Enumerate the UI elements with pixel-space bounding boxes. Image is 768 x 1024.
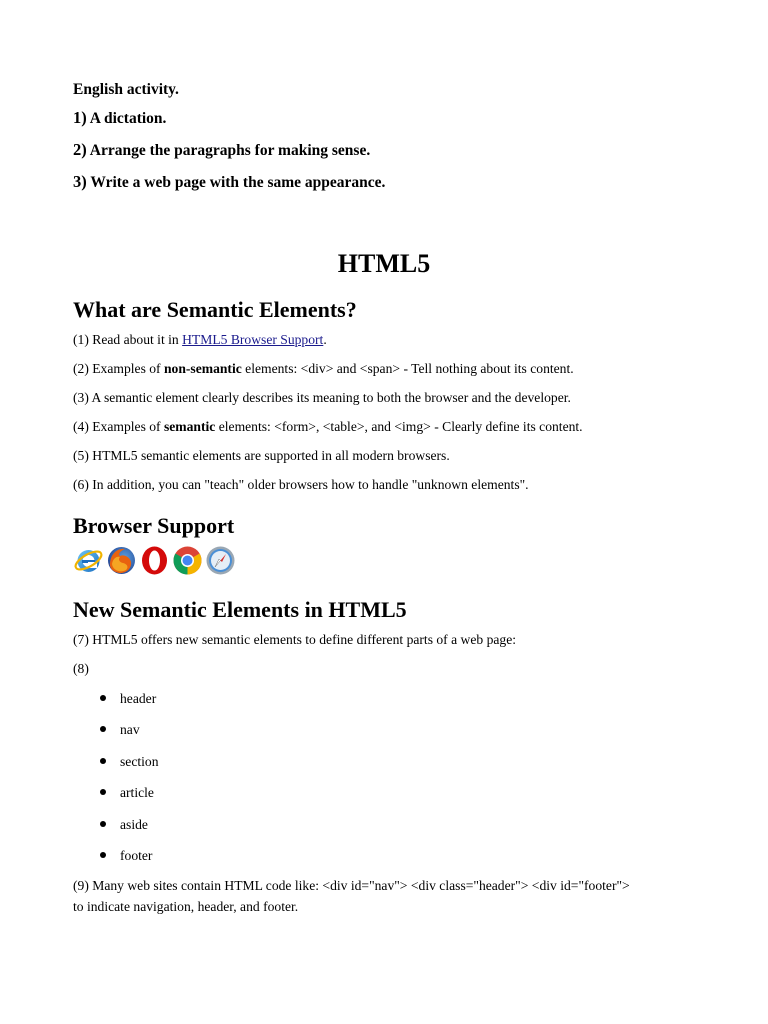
- list-item: [100, 714, 695, 745]
- semantic-elements-section: [73, 296, 695, 499]
- list-item-label: article: [120, 785, 154, 801]
- activity-item-number: 1): [73, 108, 87, 127]
- document-page: [73, 78, 693, 915]
- bullet-icon: [100, 758, 106, 764]
- activity-item-text: Arrange the paragraphs for making sense.: [89, 142, 371, 159]
- browser-support-link[interactable]: HTML5 Browser Support: [182, 332, 324, 347]
- activity-item-number: 2): [73, 140, 87, 159]
- paragraph-1: [73, 325, 695, 354]
- paragraph-text: (1) Read about it in: [73, 332, 183, 347]
- list-item: [100, 840, 695, 871]
- paragraph-5: (5) HTML5 semantic elements are supported in all modern browsers.: [73, 448, 450, 463]
- bullet-icon: [100, 789, 106, 795]
- bullet-icon: [100, 821, 106, 827]
- chrome-icon: [172, 545, 203, 576]
- bullet-icon: [100, 726, 106, 732]
- section-heading: New Semantic Elements in HTML5: [73, 597, 407, 622]
- paragraph-text: (4) Examples of: [73, 419, 164, 434]
- browser-icons-row: [73, 545, 695, 577]
- opera-icon: [139, 545, 170, 576]
- paragraph-text: .: [323, 332, 327, 347]
- new-semantic-elements-section: [73, 596, 695, 917]
- section-heading: What are Semantic Elements?: [73, 297, 357, 322]
- paragraph-4: [73, 412, 695, 441]
- page-title: HTML5: [337, 249, 431, 278]
- paragraph-6: (6) In addition, you can "teach" older browsers how to handle "unknown elements".: [73, 477, 529, 492]
- activity-item: [73, 134, 693, 166]
- activity-item: [73, 166, 693, 198]
- bullet-icon: [100, 695, 106, 701]
- list-item: [100, 746, 695, 777]
- paragraph-8: (8): [73, 661, 89, 676]
- activity-title: English activity.: [73, 81, 179, 98]
- paragraph-text: elements: <div> and <span> - Tell nothing about its content.: [241, 361, 574, 376]
- internet-explorer-icon: [73, 545, 104, 576]
- list-item-label: section: [120, 753, 159, 769]
- bold-term: semantic: [163, 419, 216, 434]
- paragraph-text: elements: <form>, <table>, and <img> - Clearly define its content.: [215, 419, 583, 434]
- list-item-label: aside: [120, 816, 148, 832]
- semantic-elements-list: [100, 683, 695, 871]
- activity-item-text: A dictation.: [89, 110, 167, 127]
- paragraph-3: (3) A semantic element clearly describes its meaning to both the browser and the developer.: [73, 390, 571, 405]
- paragraph-2: [73, 354, 695, 383]
- activity-item-text: Write a web page with the same appearance.: [90, 174, 386, 191]
- list-item: [100, 683, 695, 714]
- browser-support-section: [73, 512, 695, 577]
- section-heading: Browser Support: [73, 513, 235, 538]
- list-item-label: footer: [120, 847, 153, 863]
- list-item: [100, 809, 695, 840]
- bold-term: non-semantic: [163, 361, 242, 376]
- firefox-icon: [106, 545, 137, 576]
- activity-item-number: 3): [73, 172, 87, 191]
- list-item: [100, 777, 695, 808]
- activity-item: [73, 102, 693, 134]
- bullet-icon: [100, 852, 106, 858]
- safari-icon: [205, 545, 236, 576]
- paragraph-7: (7) HTML5 offers new semantic elements to define different parts of a web page:: [73, 632, 517, 647]
- paragraph-9: (9) Many web sites contain HTML code like: <div id="nav"> <div class="header"> <div id="footer"> to indicate navigation, header, and footer.: [73, 878, 630, 915]
- paragraph-text: (2) Examples of: [73, 361, 164, 376]
- list-item-label: header: [120, 691, 157, 706]
- list-item-label: nav: [120, 722, 140, 738]
